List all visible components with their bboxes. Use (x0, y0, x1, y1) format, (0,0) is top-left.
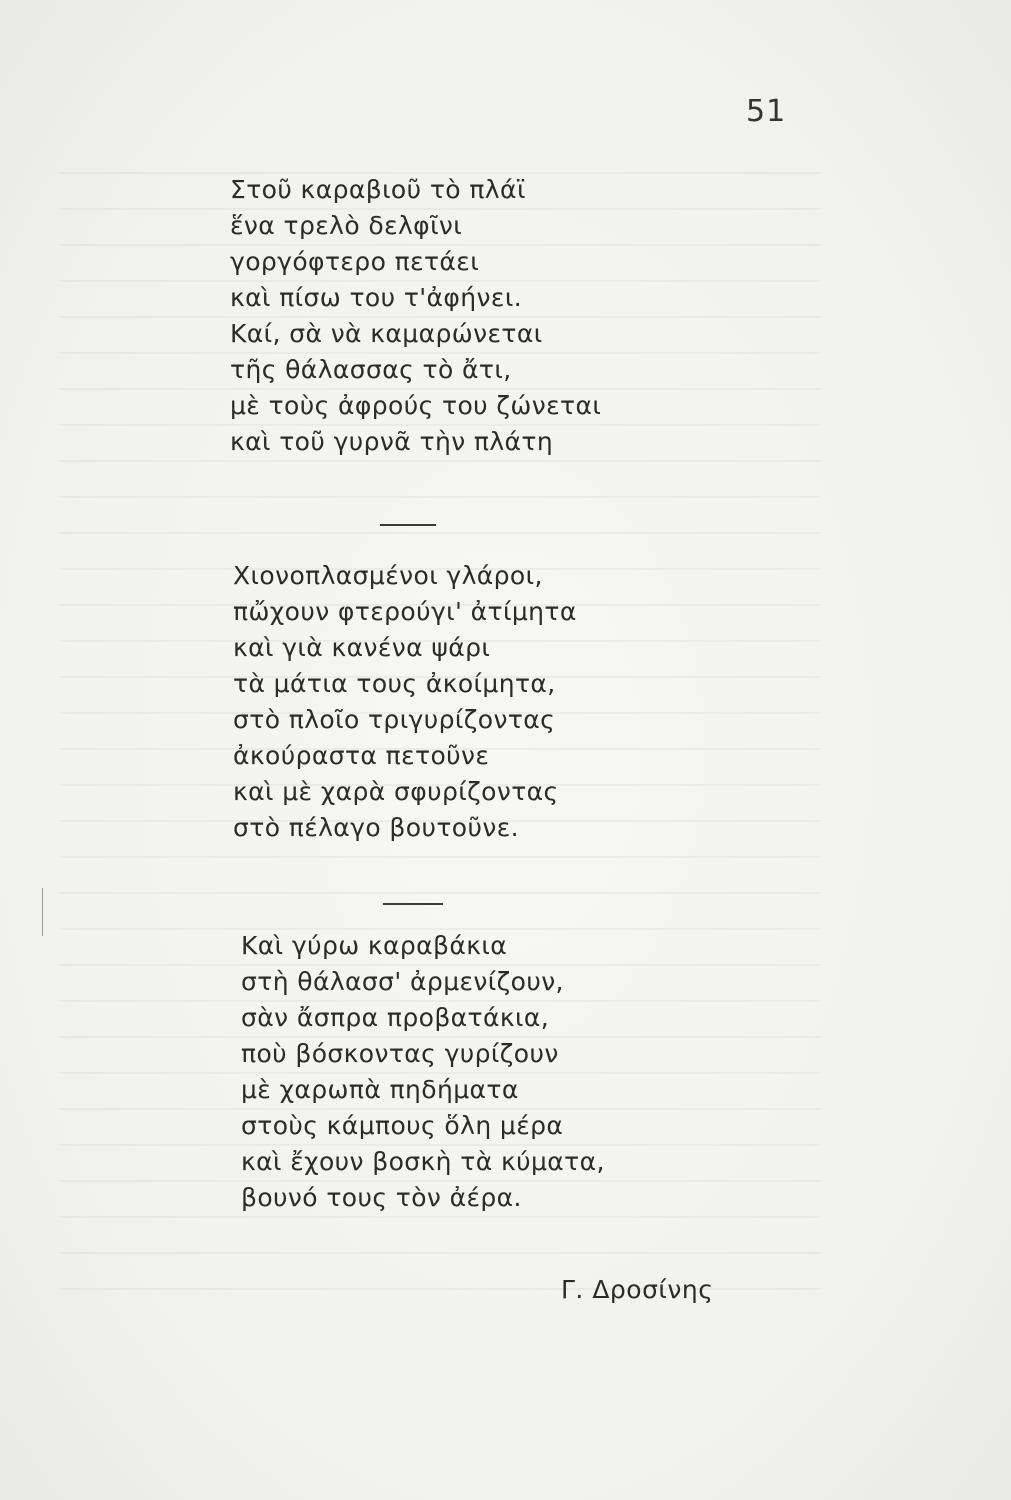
poem-line: στὴ θάλασσ' ἀρμενίζουν, (241, 967, 564, 996)
poem-line: πὤχουν φτερούγι' ἀτίμητα (233, 597, 577, 626)
poem-stanza-3 (241, 928, 605, 1216)
poem-line: γοργόφτερο πετάει (230, 247, 480, 276)
poem-line: Καὶ γύρω καραβάκια (241, 931, 508, 960)
poem-line: τὰ μάτια τους ἀκοίμητα, (233, 669, 556, 698)
poem-line: ἕνα τρελὸ δελφῖνι (230, 211, 463, 240)
stanza-separator (383, 903, 443, 905)
poem-line: ἀκούραστα πετοῦνε (233, 741, 490, 770)
poem-line: καὶ πίσω του τ'ἀφήνει. (230, 283, 523, 312)
poem-line: καὶ τοῦ γυρνᾶ τὴν πλάτη (230, 427, 554, 456)
poem-line: Καί, σὰ νὰ καμαρώνεται (230, 319, 543, 348)
poem-line: καὶ γιὰ κανένα ψάρι (233, 633, 491, 662)
poem-stanza-1 (230, 172, 601, 460)
poem-line: στὸ πέλαγο βουτοῦνε. (233, 813, 519, 842)
poem-line: μὲ χαρωπὰ πηδήματα (241, 1075, 519, 1104)
poem-line: καὶ ἔχουν βοσκὴ τὰ κύματα, (241, 1147, 605, 1176)
poem-line: καὶ μὲ χαρὰ σφυρίζοντας (233, 777, 559, 806)
poem-line: σὰν ἄσπρα προβατάκια, (241, 1003, 550, 1032)
poem-line: Στοῦ καραβιοῦ τὸ πλάϊ (230, 175, 526, 204)
poem-line: ποὺ βόσκοντας γυρίζουν (241, 1039, 559, 1068)
page-number: 51 (746, 94, 787, 129)
stanza-separator (380, 524, 436, 526)
poem-line: Χιονοπλασμένοι γλάροι, (233, 561, 543, 590)
poem-line: μὲ τοὺς ἀφρούς του ζώνεται (230, 391, 602, 420)
poem-line: βουνό τους τὸν ἀέρα. (241, 1183, 522, 1212)
margin-mark (42, 888, 43, 936)
poem-line: στὸ πλοῖο τριγυρίζοντας (233, 705, 556, 734)
author-signature: Γ. Δροσίνης (561, 1275, 714, 1304)
poem-line: στοὺς κάμπους ὅλη μέρα (241, 1111, 564, 1140)
poem-line: τῆς θάλασσας τὸ ἄτι, (230, 355, 512, 384)
poem-stanza-2 (233, 558, 577, 846)
